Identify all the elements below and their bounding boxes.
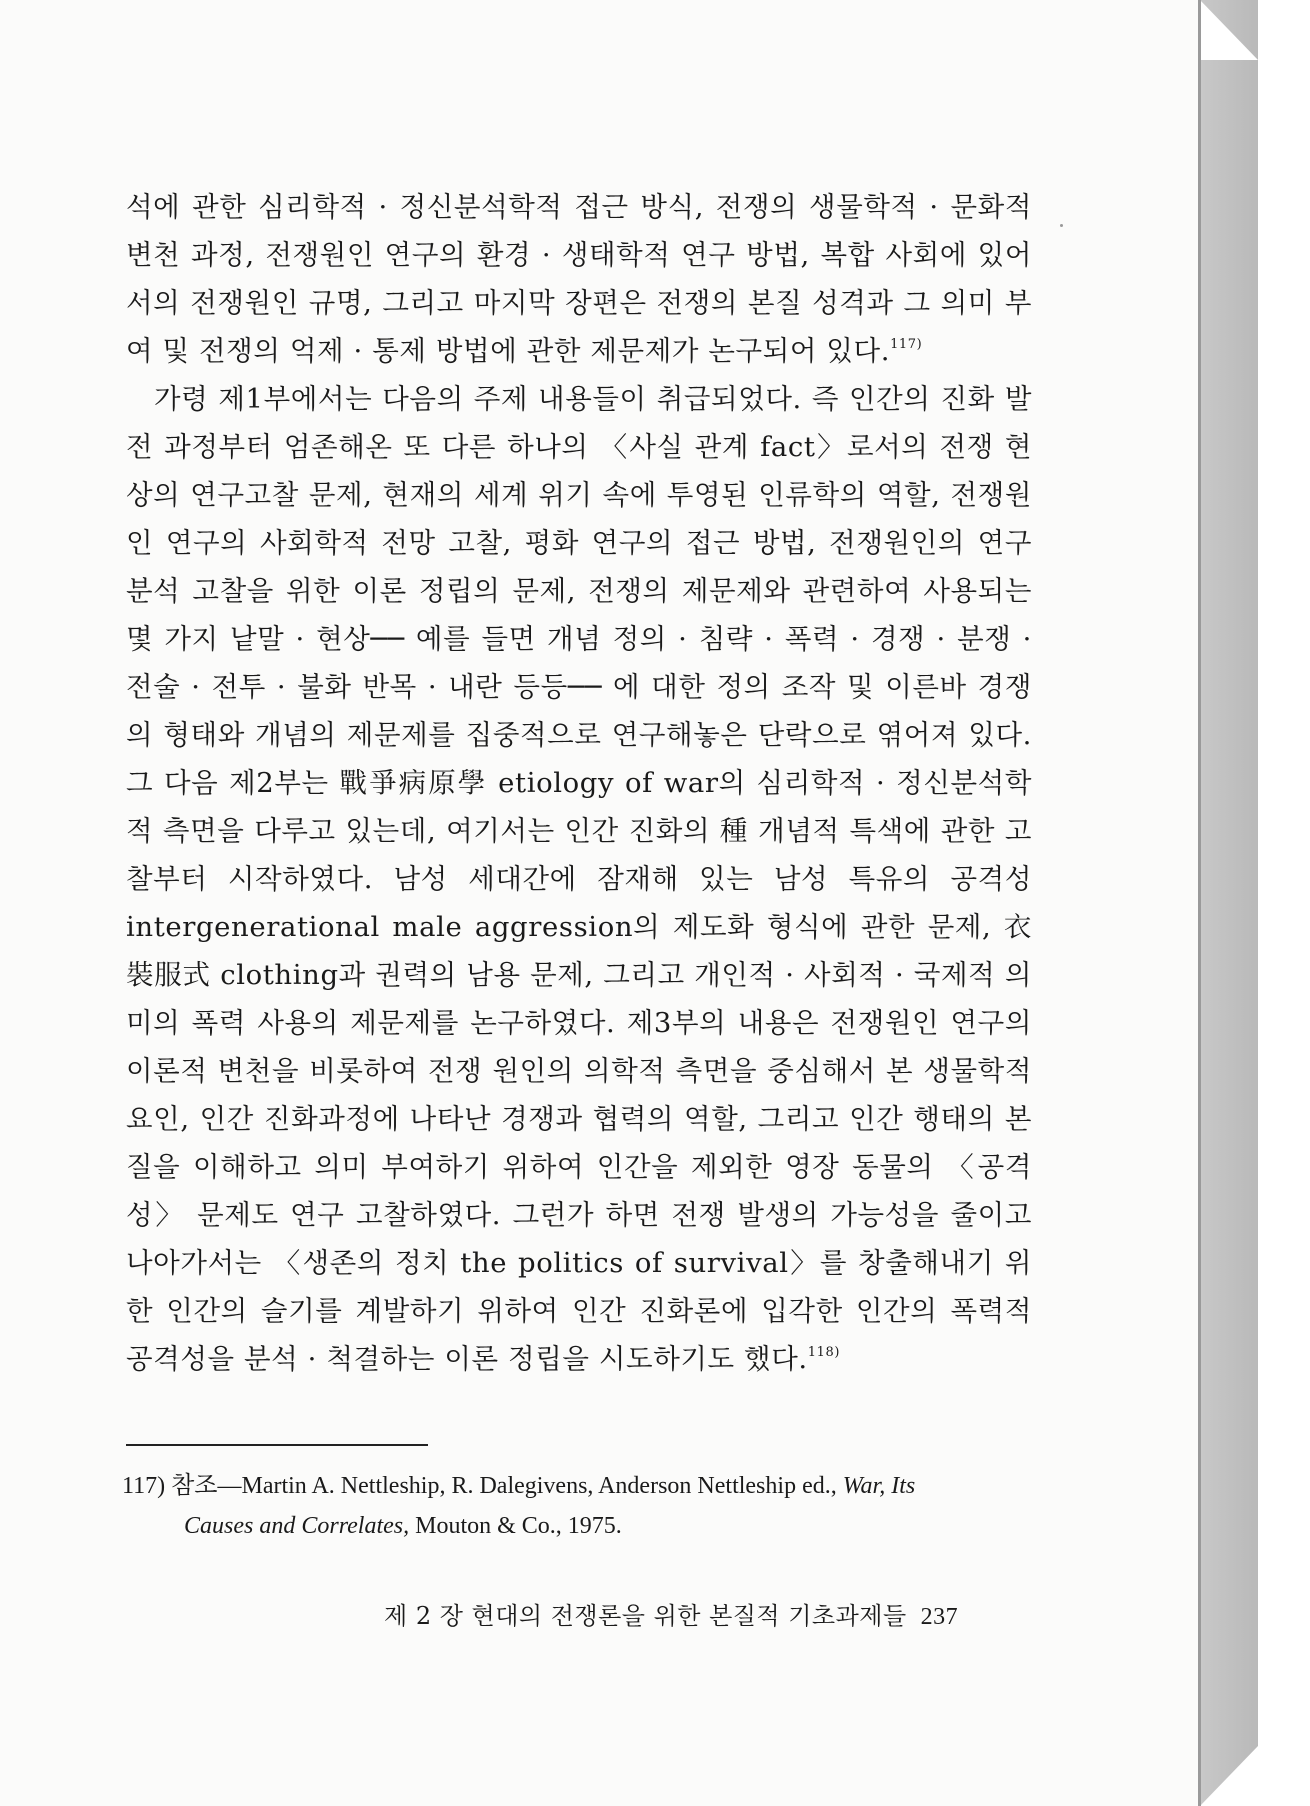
paragraph-2-text: 가령 제1부에서는 다음의 주제 내용들이 취급되었다. 즉 인간의 진화 발전 과정부터 엄존해온 또 다른 하나의 〈사실 관계 fact〉로서의 전쟁 현상의 연구고찰 문제, 현재의 세계 위기 속에 투영된 인류학의 역할, 전쟁원인 연구의 사회학적 전망 고찰, 평화 연구의 접근 방법, 전쟁원인의 연구 분석 고찰을 위한 이론 정립의 문제, 전쟁의 제문제와 관련하여 사용되는 몇 가지 낱말 · 현상── 예를 들면 개념 정의 · 침략 · 폭력 · 경쟁 · 분쟁 · 전술 · 전투 · 불화 반목 · 내란 등등── 에 대한 정의 조작 및 이른바 경쟁의 형태와 개념의 제문제를 집중적으로 연구해놓은 단락으로 엮어져 있다. 그 다음 제2부는 戰爭病原學 etiology of war의 심리학적 · 정신분석학적 측면을 다루고 있는데, 여기서는 인간 진화의 種 개념적 특색에 관한 고찰부터 시작하였다. 남성 세대간에 잠재해 있는 남성 특유의 공격성 intergenerational male aggression의 제도화 형식에 관한 문제, 衣裝服式 clothing과 권력의 남용 문제, 그리고 개인적 · 사회적 · 국제적 의미의 폭력 사용의 제문제를 논구하였다. 제3부의 내용은 전쟁원인 연구의 이론적 변천을 비롯하여 전쟁 원인의 의학적 측면을 중심해서 본 생물학적 요인, 인간 진화과정에 나타난 경쟁과 협력의 역할, 그리고 인간 행태의 본질을 이해하고 의미 부여하기 위하여 인간을 제외한 영장 동물의 〈공격성〉 문제도 연구 고찰하였다. 그런가 하면 전쟁 발생의 가능성을 줄이고 나아가서는 〈생존의 정치 the politics of survival〉를 창출해내기 위한 인간의 슬기를 계발하기 위하여 인간 진화론에 입각한 인간의 폭력적 공격성을 분석 · 척결하는 이론 정립을 시도하기도 했다. bbox=[126, 383, 1032, 1375]
footnote-117 bbox=[122, 1466, 1052, 1546]
running-footer bbox=[384, 1596, 1004, 1631]
footnote-title-b: Causes and Correlates, bbox=[184, 1513, 410, 1539]
footnote-line-1 bbox=[122, 1466, 1052, 1506]
page-edge-line bbox=[1198, 0, 1201, 1806]
footnote-title-a: War, Its bbox=[842, 1473, 916, 1499]
footnote-divider bbox=[126, 1444, 428, 1446]
body-text bbox=[126, 183, 1032, 1383]
note-ref-117: 117) bbox=[890, 337, 923, 352]
book-spine bbox=[1200, 0, 1258, 1806]
paragraph-2 bbox=[126, 375, 1032, 1383]
note-ref-118: 118) bbox=[807, 1345, 840, 1360]
footnote-lead: 참조—Martin A. Nettleship, R. Dalegivens, Anderson Nettleship ed., bbox=[171, 1473, 837, 1499]
paragraph-1-text: 석에 관한 심리학적 · 정신분석학적 접근 방식, 전쟁의 생물학적 · 문화적 변천 과정, 전쟁원인 연구의 환경 · 생태학적 연구 방법, 복합 사회에 있어서의 전쟁원인 규명, 그리고 마지막 장편은 전쟁의 본질 성격과 그 의미 부여 및 전쟁의 억제 · 통제 방법에 관한 제문제가 논구되어 있다. bbox=[126, 191, 1032, 367]
chapter-title: 제 2 장 현대의 전쟁론을 위한 본질적 기초과제들 bbox=[384, 1602, 907, 1630]
footnote-tail: Mouton & Co., 1975. bbox=[415, 1513, 622, 1539]
paragraph-1 bbox=[126, 183, 1032, 375]
scan-speck bbox=[1060, 224, 1063, 227]
footnote-line-2 bbox=[122, 1506, 1052, 1546]
page-number: 237 bbox=[920, 1604, 959, 1630]
footnote-number: 117) bbox=[122, 1473, 166, 1499]
